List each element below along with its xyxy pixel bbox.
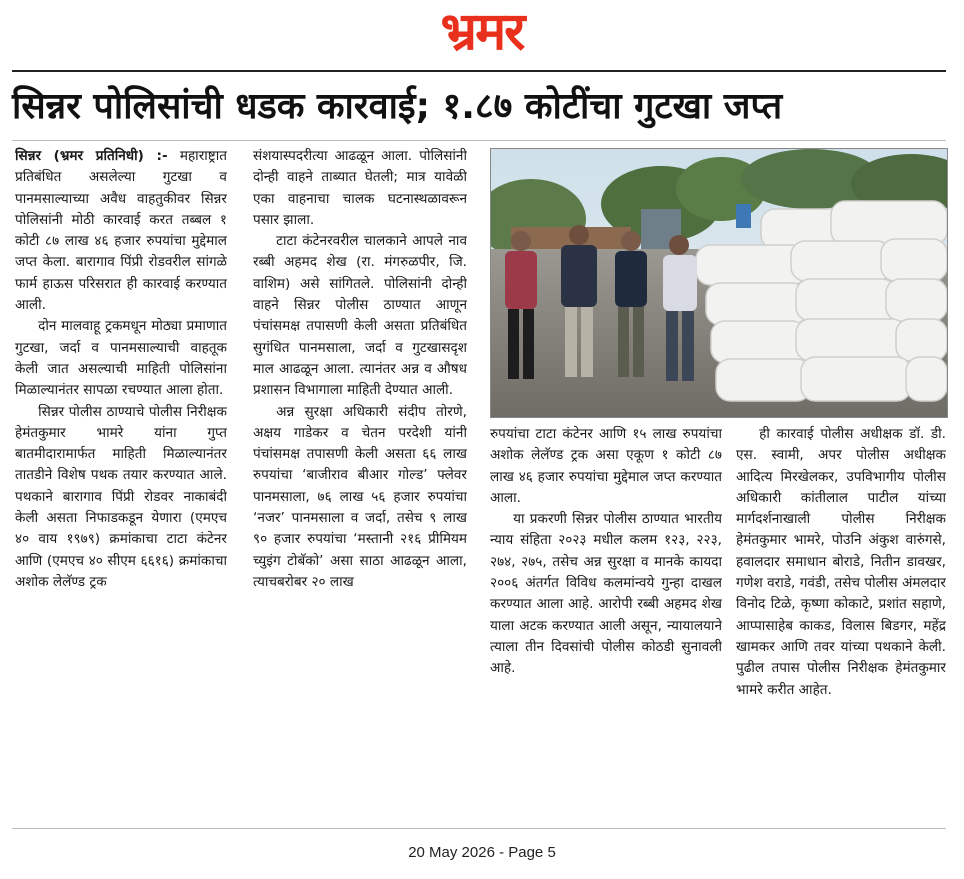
headline-rule <box>12 140 946 141</box>
paragraph: अन्न सुरक्षा अधिकारी संदीप तोरणे, अक्षय गाडेकर व चेतन परदेशी यांनी पंचांसमक्ष तपासणी केली असता ६६ लाख रुपयांचा ‘बाजीराव बीआर गोल्ड’ फ्लेवर पानमसाला, ७६ लाख ५६ हजार रुपयांचा ‘नजर’ पानमसाला व जर्दा, तसेच ९ लाख ९० हजार रुपयांचा ‘मस्तानी २१६ प्रीमियम च्युइंग टोबॅको’ असा साठा आढळून आला, त्याचबरोबर २० लाख <box>253 403 467 590</box>
photo-police-with-seized-sacks <box>491 149 947 417</box>
byline: सिन्नर (भ्रमर प्रतिनिधी) :- <box>15 148 168 164</box>
paragraph <box>15 146 227 316</box>
article-column-1 <box>15 146 227 826</box>
article-column-2 <box>253 146 467 826</box>
footer-rule <box>12 828 946 829</box>
paragraph: दोन मालवाहू ट्रकमधून मोठ्या प्रमाणात गुटखा, जर्दा व पानमसाल्याची वाहतूक केली जात असल्याची माहिती पोलिसांना मिळाल्यानंतर सापळा रचण्यात आला होता. <box>15 318 227 399</box>
paragraph: टाटा कंटेनरवरील चालकाने आपले नाव रब्बी अहमद शेख (रा. मंगरुळपीर, जि. वाशिम) असे सांगितले. पोलिसांनी दोन्ही वाहने सिन्नर पोलीस ठाण्यात आणून पंचांसमक्ष तपासणी केली असता प्रतिबंधित सुगंधित पानमसाला, जर्दा व गुटखासदृश माल आढळून आला. त्यानंतर अन्न व औषध प्रशासन विभागाला माहिती देण्यात आली. <box>253 233 467 399</box>
masthead <box>0 0 964 70</box>
paragraph: ही कारवाई पोलीस अधीक्षक डॉ. डी. एस. स्वामी, अपर पोलीस अधीक्षक आदित्य मिरखेलकर, उपविभागीय पोलीस अधिकारी कांतीलाल पाटील यांच्या मार्गदर्शनाखाली पोलीस निरीक्षक हेमंतकुमार भामरे, पोउनि अंकुश वारुंगसे, हवालदार समाधान बोराडे, नितीन डावखर, गणेश वराडे, गवंडी, तसेच पोलीस अंमलदार विनोद टिळे, कृष्णा कोकाटे, प्रशांत सहाणे, आप्पासाहेब काकड, विलास बिडगर, महेंद्र खामकर आणि तवर यांच्या पथकाने केली. पुढील तपास पोलीस निरीक्षक हेमंतकुमार भामरे करीत आहेत. <box>736 426 946 698</box>
newspaper-logo: भ्रमर <box>440 2 524 62</box>
page-footer: 20 May 2026 - Page 5 <box>408 844 556 861</box>
paragraph-text: महाराष्ट्रात प्रतिबंधित असलेल्या गुटखा व पानमसाल्याच्या अवैध वाहतुकीवर सिन्नर पोलिसांनी मोठी कारवाई करत तब्बल १ कोटी ८७ लाख ४६ हजार रुपयांचा मुद्देमाल जप्त केला. बारागाव पिंप्री रोडवरील सांगळे फार्म हाऊस परिसरात ही कारवाई करण्यात आली. <box>15 148 227 314</box>
paragraph: रुपयांचा टाटा कंटेनर आणि १५ लाख रुपयांचा अशोक लेलॅण्ड ट्रक असा एकूण १ कोटी ८७ लाख ४६ हजार रुपयांचा मुद्देमाल जप्त करण्यात आला. <box>490 426 722 506</box>
article-column-4 <box>736 424 946 826</box>
paragraph: या प्रकरणी सिन्नर पोलीस ठाण्यात भारतीय न्याय संहिता २०२३ मधील कलम १२३, २२३, २७४, २७५, तसेच अन्न सुरक्षा व मानके कायदा २००६ अंतर्गत विविध कलमांन्वये गुन्हा दाखल करण्यात आला आहे. आरोपी रब्बी अहमद शेख याला अटक करण्यात आली असून, न्यायालयाने त्याला तीन दिवसांची पोलीस कोठडी सुनावली आहे. <box>490 511 722 677</box>
paragraph: संशयास्पदरीत्या आढळून आला. पोलिसांनी दोन्ही वाहने ताब्यात घेतली; मात्र यावेळी एका वाहनाचा चालक घटनास्थळावरून पसार झाला. <box>253 148 467 228</box>
news-photo <box>490 148 948 418</box>
paragraph: सिन्नर पोलीस ठाण्याचे पोलीस निरीक्षक हेमंतकुमार भामरे यांना गुप्त बातमीदारामार्फत माहिती मिळाल्यानंतर तातडीने विशेष पथक तयार करण्यात आले. पथकाने बारागाव पिंप्री रोडवर नाकाबंदी केली असता निफाडकडून येणारा (एमएच ४० वाय १९७९) क्रमांकाचा टाटा कंटेनर आणि (एमएच ४० सीएम ६६१६) क्रमांकाचा अशोक लेलॅण्ड ट्रक <box>15 403 227 590</box>
masthead-rule <box>12 70 946 72</box>
article-column-3 <box>490 424 722 826</box>
headline: सिन्नर पोलिसांची धडक कारवाई; १.८७ कोटींचा गुटखा जप्त <box>12 86 783 127</box>
